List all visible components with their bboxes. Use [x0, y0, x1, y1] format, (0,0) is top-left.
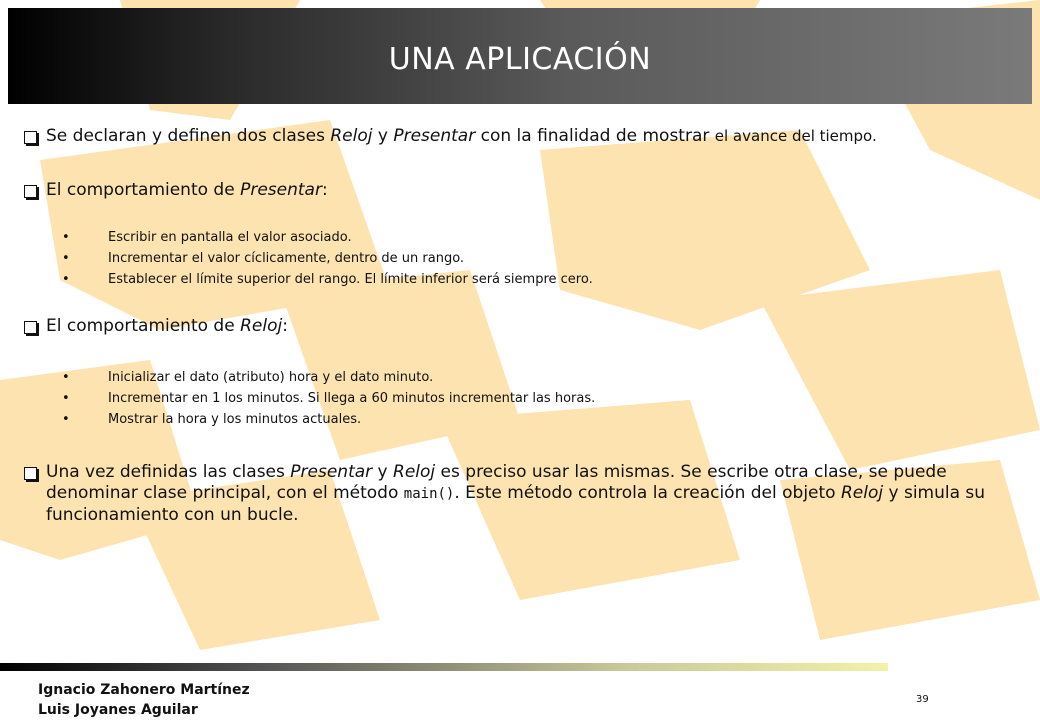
- checkbox-bullet-icon: [24, 185, 37, 198]
- author-name: Ignacio Zahonero Martínez: [38, 682, 250, 698]
- page-number: 39: [916, 694, 929, 705]
- footer-authors: [38, 680, 250, 720]
- bullet-icon: •: [62, 370, 70, 385]
- bullet-icon: •: [62, 412, 70, 427]
- point-text: El comportamiento de Presentar:: [46, 180, 328, 200]
- bullet-icon: •: [62, 230, 70, 245]
- point-text: El comportamiento de Reloj:: [46, 316, 288, 336]
- point-text: Una vez definidas las clases Presentar y Reloj es preciso usar las mismas. Se escribe otra clase, se puede denominar clase principal, con el método main(). Este método controla la creación del objeto Reloj y simula su funcionamiento con un bucle.: [46, 462, 986, 525]
- checkbox-bullet-icon: [24, 321, 37, 334]
- author-name: Luis Joyanes Aguilar: [38, 702, 198, 718]
- bullet-icon: •: [62, 272, 70, 287]
- checkbox-bullet-icon: [24, 131, 37, 144]
- slide-title: UNA APLICACIÓN: [388, 42, 652, 77]
- title-bar: [8, 8, 1032, 104]
- bullet-icon: •: [62, 391, 70, 406]
- point-text: Se declaran y definen dos clases Reloj y Presentar con la finalidad de mostrar el avance del tiempo.: [46, 126, 877, 146]
- checkbox-bullet-icon: [24, 467, 37, 480]
- footer-divider: [0, 663, 888, 671]
- bullet-icon: •: [62, 251, 70, 266]
